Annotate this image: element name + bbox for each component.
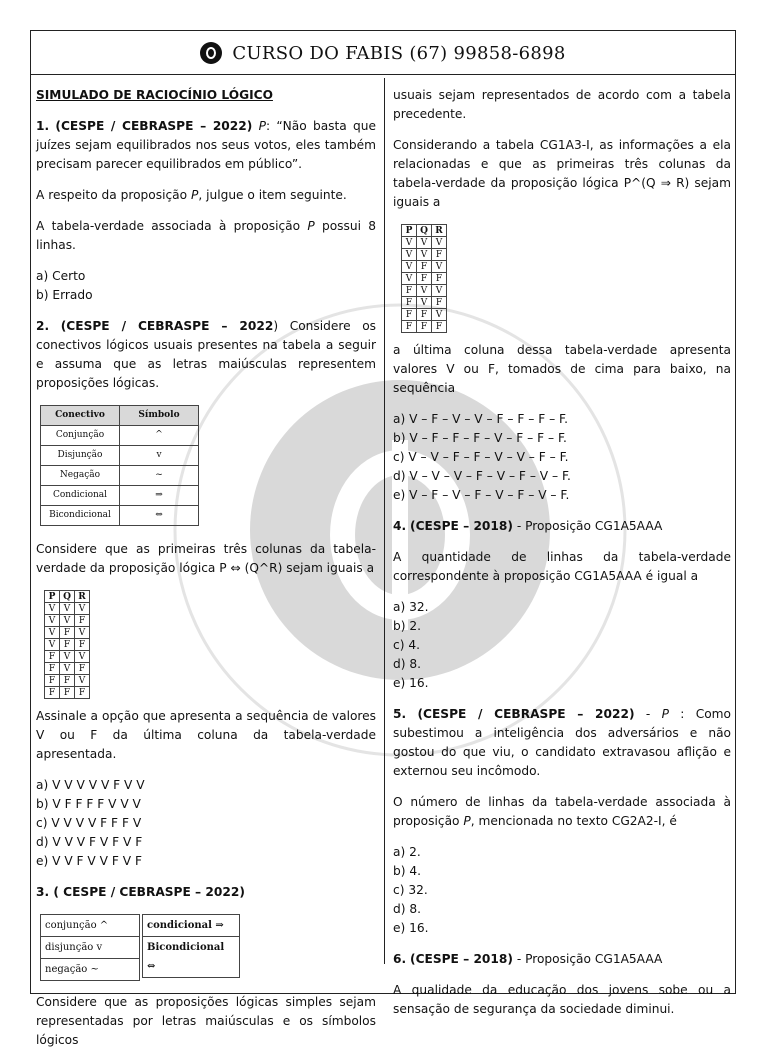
- truth-table-row: [45, 627, 90, 639]
- truth-table-row: [402, 297, 447, 309]
- truth-table-row: [45, 651, 90, 663]
- truth-table-cell: V: [60, 615, 75, 627]
- truth-table-cell: V: [432, 309, 447, 321]
- truth-table-cell: P: [45, 591, 60, 603]
- truth-table-row: [402, 309, 447, 321]
- truth-table-row: [402, 285, 447, 297]
- q5-statement: 5. (CESPE / CEBRASPE – 2022) - P : Como subestimou a inteligência dos adversários e não gostou do que viu, o candidato extravasou aflição e externou seu incômodo.: [393, 707, 731, 778]
- truth-table-row: [45, 603, 90, 615]
- q4-heading: 4. (CESPE – 2018) - Proposição CG1A5AAA: [393, 519, 663, 533]
- q6-heading: 6. (CESPE – 2018) - Proposição CG1A5AAA: [393, 952, 663, 966]
- q1-instruction: A respeito da proposição P, julgue o item seguinte.: [36, 188, 347, 202]
- truth-table-cell: V: [432, 285, 447, 297]
- header-title: CURSO DO FABIS (67) 99858-6898: [232, 42, 566, 64]
- header-divider: [31, 74, 735, 75]
- option-item: e) V – F – V – F – V – F – V – F.: [393, 488, 570, 502]
- truth-table-cell: V: [432, 261, 447, 273]
- option-item: d) 8.: [393, 902, 421, 916]
- truth-table-cell: F: [432, 273, 447, 285]
- truth-table-cell: F: [432, 249, 447, 261]
- option-item: e) 16.: [393, 921, 429, 935]
- truth-table-row: [45, 663, 90, 675]
- page-header: [31, 36, 735, 70]
- option-item: a) V V V V V F V V: [36, 778, 145, 792]
- q2-statement: 2. (CESPE / CEBRASPE – 2022) Considere os conectivos lógicos usuais presentes na tabela a seguir e assuma que as letras maiúsculas representem proposições lógicas.: [36, 319, 376, 390]
- truth-table-cell: V: [417, 237, 432, 249]
- truth-table-cell: V: [432, 237, 447, 249]
- truth-table-cell: Q: [60, 591, 75, 603]
- truth-table-row: [402, 321, 447, 333]
- truth-table-cell: F: [432, 321, 447, 333]
- truth-table-row: [45, 591, 90, 603]
- truth-table-cell: V: [402, 273, 417, 285]
- truth-table-cell: F: [60, 639, 75, 651]
- q3-statement: Considere que as proposições lógicas simples sejam representadas por letras maiúsculas e os símbolos lógicos: [36, 995, 376, 1047]
- truth-table-cell: V: [402, 261, 417, 273]
- q5-question: O número de linhas da tabela-verdade associada à proposição P, mencionada no texto CG2A2-I, é: [393, 795, 731, 828]
- truth-table-cell: R: [432, 225, 447, 237]
- option-item: b) V – F – F – F – V – F – F – F.: [393, 431, 567, 445]
- column-divider: [384, 78, 385, 964]
- truth-table-cell: Q: [417, 225, 432, 237]
- truth-table-cell: V: [75, 675, 90, 687]
- truth-table-cell: F: [45, 675, 60, 687]
- q2-question: Assinale a opção que apresenta a sequência de valores V ou F da última coluna da tabela-verdade apresentada.: [36, 709, 376, 761]
- truth-table-cell: V: [402, 249, 417, 261]
- q5-options: [393, 843, 731, 938]
- q3-question: a última coluna dessa tabela-verdade apresenta valores V ou F, tomados de cima para baixo, na sequência: [393, 343, 731, 395]
- truth-table-cell: F: [45, 663, 60, 675]
- option-item: a) V – F – V – V – F – F – F – F.: [393, 412, 568, 426]
- truth-table-cell: F: [60, 687, 75, 699]
- truth-table-cell: F: [417, 309, 432, 321]
- truth-table-cell: V: [60, 651, 75, 663]
- q4-options: [393, 598, 731, 693]
- q3-table-left: conjunção ^ disjunção v negação ~: [40, 914, 140, 981]
- option-item: e) 16.: [393, 676, 429, 690]
- truth-table-cell: F: [60, 675, 75, 687]
- truth-table-cell: F: [402, 309, 417, 321]
- option-item: b) 2.: [393, 619, 421, 633]
- truth-table-cell: V: [45, 639, 60, 651]
- option-item: c) 4.: [393, 638, 420, 652]
- truth-table-row: [45, 687, 90, 699]
- q6-statement: A qualidade da educação dos jovens sobe ou a sensação de segurança da sociedade diminui.: [393, 983, 731, 1016]
- option-item: d) V – V – V – F – V – F – V – F.: [393, 469, 571, 483]
- truth-table-cell: V: [75, 651, 90, 663]
- truth-table-cell: F: [75, 663, 90, 675]
- q3-table-right: condicional ⇒ Bicondicional ⇔: [142, 914, 240, 978]
- section-title: SIMULADO DE RACIOCÍNIO LÓGICO: [36, 88, 273, 102]
- truth-table-cell: F: [402, 297, 417, 309]
- option-item: a) 2.: [393, 845, 421, 859]
- truth-table-cell: F: [75, 639, 90, 651]
- option-item: b) Errado: [36, 288, 93, 302]
- truth-table-cell: V: [417, 249, 432, 261]
- truth-table-cell: P: [402, 225, 417, 237]
- q3-statement-cont: usuais sejam representados de acordo com a tabela precedente.: [393, 88, 731, 121]
- truth-table-cell: F: [417, 273, 432, 285]
- truth-table-cell: F: [75, 687, 90, 699]
- q4-question: A quantidade de linhas da tabela-verdade correspondente à proposição CG1A5AAA é igual a: [393, 550, 731, 583]
- q3-symbol-tables: [40, 914, 376, 981]
- q3-heading: 3. ( CESPE / CEBRASPE – 2022): [36, 885, 245, 899]
- q3-options: [393, 410, 731, 505]
- q3-premise: Considerando a tabela CG1A3-I, as informações a ela relacionadas e que as primeiras três colunas da tabela-verdade da proposição lógica P^(Q ⇒ R) sejam iguais a: [393, 138, 731, 209]
- truth-table-row: [45, 639, 90, 651]
- q1-item: A tabela-verdade associada à proposição P possui 8 linhas.: [36, 219, 376, 252]
- truth-table-cell: F: [45, 687, 60, 699]
- brand-logo-icon: [200, 42, 222, 64]
- truth-table-cell: F: [417, 261, 432, 273]
- option-item: c) 32.: [393, 883, 428, 897]
- q1-statement: 1. (CESPE / CEBRASPE – 2022) P: “Não basta que juízes sejam equilibrados nos seus votos, eles também precisam parecer equilibrados em público”.: [36, 119, 377, 171]
- truth-table-cell: F: [432, 297, 447, 309]
- option-item: c) V V V V F F F V: [36, 816, 142, 830]
- truth-table-row: [402, 249, 447, 261]
- option-item: a) Certo: [36, 269, 86, 283]
- truth-table-row: [45, 675, 90, 687]
- truth-table-cell: V: [60, 663, 75, 675]
- truth-table-row: [402, 273, 447, 285]
- truth-table-cell: V: [402, 237, 417, 249]
- truth-table-cell: V: [75, 603, 90, 615]
- truth-table-cell: F: [45, 651, 60, 663]
- option-item: a) 32.: [393, 600, 429, 614]
- truth-table-cell: F: [417, 321, 432, 333]
- truth-table-row: [402, 237, 447, 249]
- truth-table-row: [402, 261, 447, 273]
- truth-table-cell: V: [417, 285, 432, 297]
- q2-premise: Considere que as primeiras três colunas da tabela-verdade da proposição lógica P ⇔ (Q^R) sejam iguais a: [36, 542, 376, 575]
- option-item: b) V F F F F V V V: [36, 797, 141, 811]
- option-item: d) V V V F V F V F: [36, 835, 143, 849]
- connectives-table: Conectivo Símbolo Conjunção ^ Disjunção v Negação ~ Condicional ⇒ Bicondicional ⇔: [40, 405, 199, 526]
- truth-table-row: [45, 615, 90, 627]
- truth-table-cell: V: [45, 603, 60, 615]
- option-item: c) V – V – F – F – V – V – F – F.: [393, 450, 569, 464]
- truth-table-cell: R: [75, 591, 90, 603]
- left-column: [36, 86, 376, 1062]
- truth-table-cell: F: [60, 627, 75, 639]
- option-item: d) 8.: [393, 657, 421, 671]
- truth-table-cell: V: [417, 297, 432, 309]
- truth-table-cell: V: [75, 627, 90, 639]
- truth-table-cell: V: [60, 603, 75, 615]
- right-column: [393, 86, 731, 1031]
- q2-options: [36, 776, 376, 871]
- truth-table: [44, 590, 90, 699]
- truth-table-cell: F: [402, 285, 417, 297]
- truth-table: [401, 224, 447, 333]
- truth-table-cell: F: [402, 321, 417, 333]
- truth-table-cell: V: [45, 615, 60, 627]
- option-item: e) V V F V V F V F: [36, 854, 142, 868]
- truth-table-row: [402, 225, 447, 237]
- option-item: b) 4.: [393, 864, 421, 878]
- truth-table-cell: V: [45, 627, 60, 639]
- q1-options: [36, 267, 376, 305]
- truth-table-cell: F: [75, 615, 90, 627]
